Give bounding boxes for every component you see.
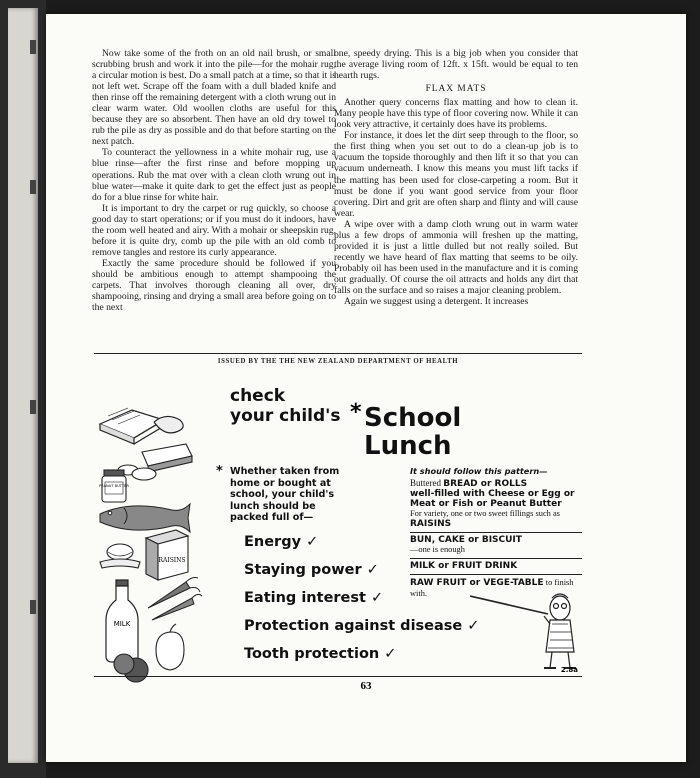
pattern-text: well-filled with Cheese or Egg or Meat or Fish or Peanut Butter	[410, 489, 575, 509]
ad-code: 2.8a	[560, 666, 578, 674]
pattern-text: —one is enough	[410, 545, 465, 554]
pattern-text: to finish with.	[410, 578, 574, 598]
pattern-item-bread	[410, 476, 582, 532]
milk-label: MILK	[113, 620, 131, 628]
benefit-item: Energy ✓	[244, 534, 319, 550]
sandwich-icon	[100, 408, 183, 444]
professor-with-pointer-illustration	[470, 552, 580, 672]
benefit-item: Eating interest ✓	[244, 590, 384, 606]
benefit-item: Staying power ✓	[244, 562, 379, 578]
whether-line: Whether taken from	[230, 466, 340, 477]
headline-school: School	[364, 403, 462, 433]
binding-strip	[8, 8, 38, 763]
professor-figure	[544, 594, 576, 668]
bun-icon	[100, 544, 140, 568]
raisins-label: RAISINS	[158, 557, 186, 564]
article-left-column	[92, 48, 336, 313]
paragraph: one, speedy drying. This is a big job when you consider that the average living room of 12ft. x 15ft. would be equal to ten hearth rugs.	[334, 48, 578, 82]
peanut-butter-label: PEANUT BUTTER	[99, 484, 129, 488]
paragraph: Again we suggest using a detergent. It increases	[344, 296, 529, 308]
divider-top	[94, 353, 582, 354]
article-right-column	[334, 48, 578, 307]
headline-lunch: Lunch	[364, 431, 452, 461]
school-lunch-advertisement	[94, 366, 582, 678]
paragraph: A wipe over with a damp cloth wrung out in warm water plus a few drops of ammonia will freshen up the matting, provided it is just a little dulled but not really soiled. But recently we have heard of flax matting that seems to be oily. Probably oil has been used in the manufacture and it is coming out gradually. Of course the oil attracts and holds any dirt that falls on the surface and so raises a major cleaning problem.	[334, 218, 578, 296]
pattern-emphasis: RAISINS	[410, 519, 452, 529]
lunch-food-illustration	[94, 386, 224, 686]
paragraph: Another query concerns flax matting and how to clean it. Many people have this type of floor covering now. While it can look very attractive, it certainly does have its problems.	[334, 97, 578, 131]
pattern-emphasis: BUN, CAKE or BISCUIT	[410, 535, 522, 545]
pattern-text: Buttered	[410, 478, 441, 488]
headline-check-line-1: check	[230, 386, 286, 406]
headline-check-line-2: your child's	[230, 406, 341, 426]
paragraph: To counteract the yellowness in a white mohair rug, use a blue rinse—after the first rinse and before mopping up operations. Rub the mat over with a clean cloth wrung out in blue water—make it quite dark to get the effect just as people do for a blue rinse for white hair.	[92, 147, 336, 203]
whether-line: school, your child's	[230, 489, 335, 500]
section-heading: FLAX MATS	[425, 84, 487, 95]
paragraph: Now take some of the froth on an old nail brush, or small scrubbing brush and work it into the pile—for the mohair rug, a circular motion is best. Do a small patch at a time, so that it is not left wet. Scrape off the foam with a dull bladed knife and then rinse off the remaining detergent with a cloth wrung out in clear warm water. Old woollen cloths are useful for this because they are so absorbent. Then have an old dry towel to rub the pile as dry as possible and do that before starting on the next patch.	[92, 48, 336, 148]
carrot-icon	[148, 578, 202, 621]
whether-line: lunch should be	[230, 500, 316, 512]
binding-mark	[30, 180, 36, 194]
whether-line: home or bought at	[230, 477, 331, 489]
headline-school-lunch	[364, 404, 461, 460]
whether-text	[216, 464, 390, 524]
headline-check	[230, 386, 341, 426]
pattern-variety: For variety, one or two sweet fillings such as	[410, 509, 560, 518]
paragraph: It is important to dry the carpet or rug quickly, so choose a good day to start operations; or if you must do it indoors, have the room well heated and airy. With a mohair or sheepskin rug, before it is quite dry, comb up the pile with an old comb to remove tangles and restore its curly appearance.	[92, 202, 336, 258]
pattern-heading: It should follow this pattern—	[410, 466, 548, 476]
paragraph: For instance, it does let the dirt seep through to the floor, so the first thing when you set out to do a clean-up job is to vacuum the topside thoroughly and then lift it so that you can vacuum underneath. I know this means you must lift tacks if the matting has been used for close-carpeting a room. But it must be done if you want good service from your floor covering. Dirt and grit are often sharp and flinty and will cause wear.	[334, 130, 578, 219]
pattern-emphasis: MILK or FRUIT DRINK	[410, 561, 518, 571]
issued-by-line: ISSUED BY THE THE NEW ZEALAND DEPARTMENT OF HEALTH	[217, 358, 459, 365]
paragraph: Exactly the same procedure should be followed if you should be ambitious enough to attempt shampooing the carpets. That involves thorough cleaning all over, dry shampooing, rinsing and drying a small area before going on to the next	[92, 257, 336, 314]
benefit-item: Tooth protection ✓	[244, 646, 397, 662]
binding-mark	[30, 400, 36, 414]
pointer-stick	[470, 596, 548, 614]
scan-binding-edge	[0, 0, 46, 778]
binding-mark	[30, 600, 36, 614]
document-page	[46, 14, 686, 762]
raisins-box-icon	[146, 530, 188, 580]
asterisk-icon: *	[350, 400, 362, 425]
fish-icon	[100, 504, 190, 532]
pattern-text	[410, 509, 582, 529]
whether-line: packed full of—	[230, 512, 314, 523]
binding-mark	[30, 40, 36, 54]
benefit-item: Protection against disease ✓	[244, 618, 480, 634]
page-number: 63	[360, 680, 372, 692]
divider-bottom	[94, 676, 582, 677]
asterisk-icon: *	[216, 464, 223, 479]
pattern-emphasis: BREAD or ROLLS	[443, 479, 528, 489]
cake-icon	[118, 444, 192, 480]
pattern-emphasis: RAW FRUIT or VEGE-TABLE	[410, 578, 544, 588]
